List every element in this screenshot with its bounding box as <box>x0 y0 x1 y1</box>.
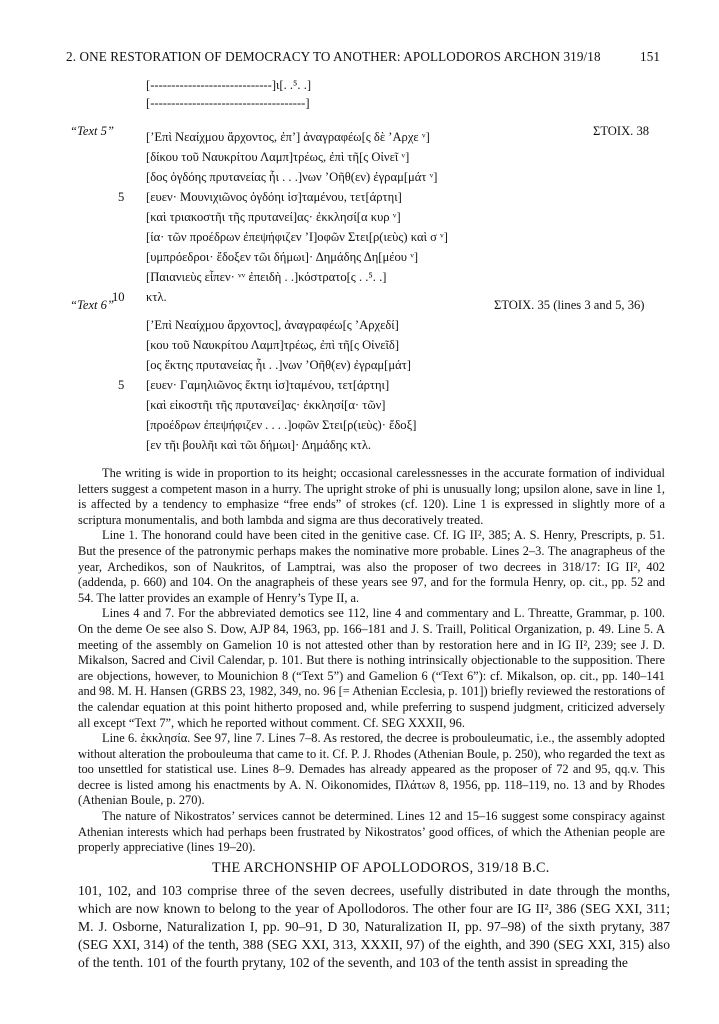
inscription-line: [δίκου τοῦ Ναυκρίτου Λαμπ]τρέως, ἐπὶ τῆ[ς Οἰνεῖ ᵛ] <box>146 150 410 164</box>
inscription-line: [υμπρόεδροι· ἔδοξεν τῶι δήμωι]· Δημάδης Δη[μέου ᵛ] <box>146 250 419 264</box>
text5-label: “Text 5” <box>70 124 114 138</box>
text6-label: “Text 6” <box>70 298 114 312</box>
inscription-line: [εν τῆι βουλῆι καὶ τῶι δήμωι]· Δημάδης κτλ. <box>146 438 372 452</box>
inscription-line: [δος ὀγδόης πρυτανείας ἧι . . .]νων ’Οῆθ(εν) ἐγραμ[μάτ ᵛ] <box>146 170 438 184</box>
commentary-paragraph: Lines 4 and 7. For the abbreviated demotics see 112, line 4 and commentary and L. Threatte, Grammar, p. 100. On the deme Oe see also S. Dow, AJP 84, 1963, pp. 166–181 and J. S. Traill, Political Organization, p. 49. Line 5. A meeting of the assembly on Gamelion 10 is not attested other than by restoration here and in IG II², 239; see J. D. Mikalson, Sacred and Civil Calendar, p. 101. But there is nothing intrinsically objectionable to the supposition. There are objections, however, to Mounichion 8 (“Text 5”) and Gamelion 6 (“Text 6”): cf. Mikalson, op. cit., pp. 140–141 and 98. M. H. Hansen (GRBS 23, 1982, 349, no. 96 [= Athenian Ecclesia, p. 101]) briefly reviewed the restorations of the calendar equation at this point hitherto proposed and, while preferring to suspend judgment, criticized adversely all except “Text 7”, which he reported without comment. Cf. SEG XXXII, 96. <box>78 606 665 730</box>
inscription-line: [’Επὶ Νεαίχμου ἄρχοντος], ἀναγραφέω[ς ’Αρχεδί] <box>146 318 399 332</box>
inscription-line: [’Επὶ Νεαίχμου ἄρχοντος, ἐπ’] ἀναγραφέω[ς δὲ ’Αρχε ᵛ] <box>146 130 430 144</box>
inscription-line: [ευεν· Γαμηλιῶνος ἕκτηι ἱσ]ταμένου, τετ[άρτηι] <box>146 378 390 392</box>
inscription-line: [καὶ εἰκοστῆι τῆς πρυτανεί]ας· ἐκκλησί[α· τῶν] <box>146 398 386 412</box>
text6-stoichedon: ΣΤΟΙΧ. 35 (lines 3 and 5, 36) <box>494 298 645 312</box>
lacuna-line-1: [-----------------------------]ι[. .⁵. .] <box>146 78 312 92</box>
commentary <box>78 466 665 856</box>
inscription-line: [ευεν· Μουνιχιῶνος ὀγδόηι ἱσ]ταμένου, τετ[άρτηι] <box>146 190 402 204</box>
section-body <box>78 882 670 972</box>
line-number: 10 <box>112 290 125 304</box>
line-number: 5 <box>118 190 125 204</box>
commentary-paragraph: The nature of Nikostratos’ services cannot be determined. Lines 12 and 15–16 suggest some conspiracy against Athenian interests which had perhaps been frustrated by Nikostratos’ good offices, of which the Athenian people are properly appreciative (lines 19–20). <box>78 809 665 855</box>
running-head: 2. ONE RESTORATION OF DEMOCRACY TO ANOTHER: APOLLODOROS ARCHON 319/18 <box>66 49 601 64</box>
commentary-paragraph: The writing is wide in proportion to its height; occasional carelessnesses in the accurate formation of individual letters suggest a competent mason in a hurry. The upright stroke of phi is unusually long; upsilon alone, save in line 1, is affected by a tendency to emphasize “free ends” of strokes (cf. 120). Line 1 is expressed in slightly more of a scriptura monumentalis, and both lambda and sigma are thus decoratively treated. <box>78 466 665 527</box>
text5-stoichedon: ΣΤΟΙΧ. 38 <box>593 124 650 138</box>
page-number: 151 <box>640 49 661 64</box>
inscription-line: [Παιανιεὺς εἶπεν· ᵛᵛ ἐπειδὴ . .]κόστρατο[ς . .⁵. .] <box>146 270 387 284</box>
line-number: 5 <box>118 378 125 392</box>
inscription-line: [κου τοῦ Ναυκρίτου Λαμπ]τρέως, ἐπὶ τῆ[ς Οἰνεῖδ] <box>146 338 400 352</box>
section-paragraph: 101, 102, and 103 comprise three of the seven decrees, usefully distributed in date through the months, which are now known to belong to the year of Apollodoros. The other four are IG II², 386 (SEG XXI, 311; M. J. Osborne, Naturalization I, pp. 90–91, D 30, Naturalization II, pp. 97–98) of the sixth prytany, 387 (SEG XXI, 314) of the tenth, 388 (SEG XXI, 313, XXXII, 97) of the eighth, and 390 (SEG XXI, 315) also of the tenth. 101 of the fourth prytany, 102 of the seventh, and 103 of the tenth assist in spreading the <box>78 883 670 970</box>
section-title: THE ARCHONSHIP OF APOLLODOROS, 319/18 B.C. <box>212 860 550 876</box>
lacuna-line-2: [-------------------------------------] <box>146 96 310 110</box>
inscription-line: [προέδρων ἐπεψήφιζεν . . . .]οφῶν Στει[ρ(ιεὺς)· ἔδοξ] <box>146 418 417 432</box>
commentary-paragraph: Line 1. The honorand could have been cited in the genitive case. Cf. IG II², 385; A. S. Henry, Prescripts, p. 51. But the presence of the patronymic perhaps makes the nominative more probable. Lines 2–3. The anagrapheus of the year, Archedikos, son of Naukritos, of Lamptrai, was also the proposer of two decrees in 318/17: IG II², 402 (addenda, p. 660) and 104. On the anagrapheis of these years see 97, and for the formula Henry, op. cit., pp. 52 and 54. The latter provides an example of Henry’s Type II, a. <box>78 528 665 605</box>
inscription-line: [καὶ τριακοστῆι τῆς πρυτανεί]ας· ἐκκλησί[α κυρ ᵛ] <box>146 210 401 224</box>
inscription-line: κτλ. <box>146 290 167 304</box>
inscription-line: [ος ἕκτης πρυτανείας ἧι . .]νων ’Οῆθ(εν) ἐγραμ[μάτ] <box>146 358 411 372</box>
commentary-paragraph: Line 6. ἐκκλησία. See 97, line 7. Lines 7–8. As restored, the decree is probouleumatic, i.e., the assembly adopted without alteration the probouleuma that came to it. Cf. P. J. Rhodes (Athenian Boule, p. 250), who regarded the text as too unsettled for statistical use. Lines 8–9. Demades has already appeared as the proposer of 72 and 95, qq.v. This decree is listed among his enactments by A. N. Oikonomides, Πλάτων 8, 1956, pp. 118–119, no. 13 and by Rhodes (Athenian Boule, p. 270). <box>78 731 665 808</box>
inscription-line: [ία· τῶν προέδρων ἐπεψήφιζεν ’Ι]οφῶν Στει[ρ(ιεὺς) καὶ σ ᵛ] <box>146 230 448 244</box>
